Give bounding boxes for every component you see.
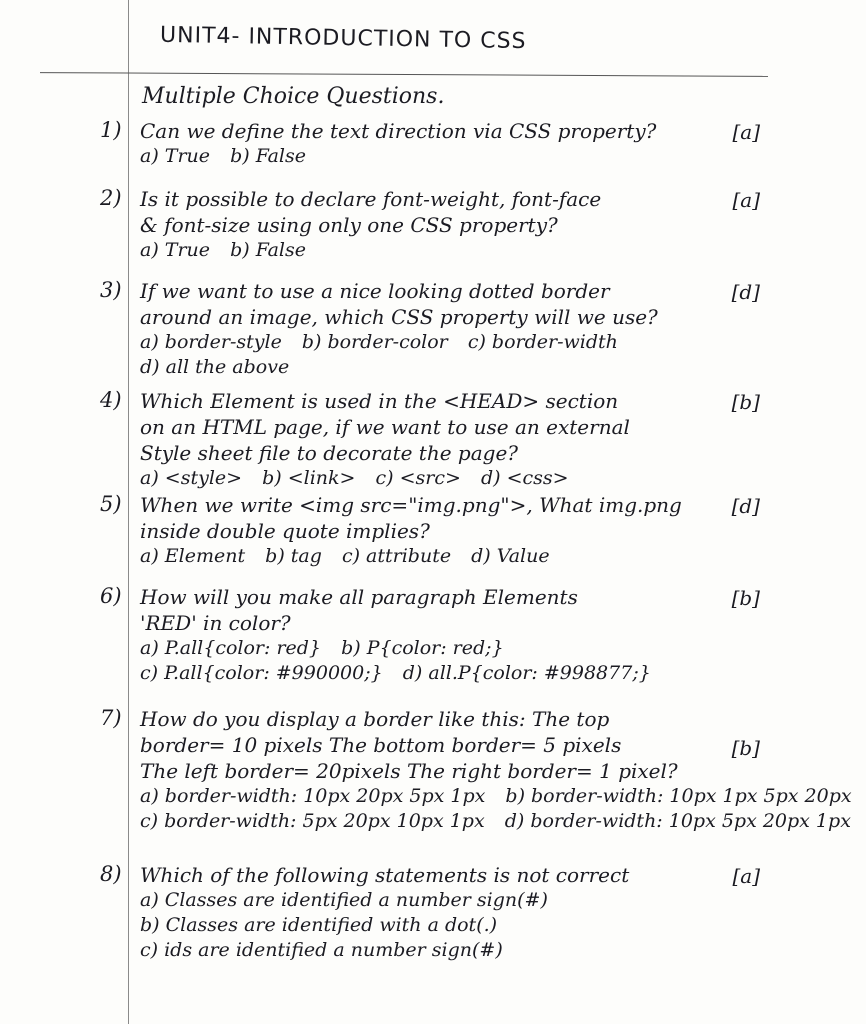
question-text: on an HTML page, if we want to use an external: [140, 415, 630, 439]
question-options: [140, 809, 851, 834]
question-text: The left border= 20pixels The right border= 1 pixel?: [140, 759, 678, 783]
question-text: When we write <img src="img.png">, What img.png: [140, 493, 682, 517]
question-text: inside double quote implies?: [140, 519, 430, 543]
question-options: [140, 355, 760, 380]
question-text: Style sheet file to decorate the page?: [140, 441, 518, 465]
question-text: 'RED' in color?: [140, 611, 291, 635]
option: c) <src>: [375, 467, 461, 489]
question-options: [140, 913, 760, 938]
question-text: Which of the following statements is not correct: [140, 863, 630, 887]
option: b) Classes are identified with a dot(.): [140, 914, 498, 936]
question-number: 4): [100, 388, 122, 412]
question-text: border= 10 pixels The bottom border= 5 pixels: [140, 733, 622, 757]
option: c) border-width: [467, 331, 618, 353]
option: a) P.all{color: red}: [140, 637, 322, 659]
question-number: 3): [100, 278, 122, 302]
question-options: [140, 661, 760, 686]
option: a) True: [140, 239, 211, 261]
question-number: 1): [100, 118, 122, 142]
question-1: [100, 118, 760, 169]
option: c) attribute: [341, 545, 452, 567]
question-text: How will you make all paragraph Elements: [140, 585, 578, 609]
option: d) all.P{color: #998877;}: [402, 662, 651, 684]
option: c) border-width: 5px 20px 10px 1px: [140, 810, 485, 832]
option: b) <link>: [262, 467, 356, 489]
option: a) <style>: [140, 467, 243, 489]
question-answer: [d]: [731, 494, 760, 518]
question-options: [140, 238, 760, 263]
question-number: 2): [100, 186, 122, 210]
question-answer: [b]: [731, 390, 760, 414]
question-text: Is it possible to declare font-weight, font-face: [140, 187, 602, 211]
section-heading: Multiple Choice Questions.: [142, 84, 445, 109]
question-options: [140, 784, 852, 809]
question-text: How do you display a border like this: The top: [140, 707, 610, 731]
question-options: [140, 636, 760, 661]
option: b) P{color: red;}: [341, 637, 504, 659]
question-answer: [a]: [732, 188, 760, 212]
option: d) border-width: 10px 5px 20px 1px: [504, 810, 851, 832]
question-8: [100, 862, 760, 963]
option: c) P.all{color: #990000;}: [140, 662, 383, 684]
question-number: 7): [100, 706, 122, 730]
question-text: around an image, which CSS property will we use?: [140, 305, 658, 329]
question-options: [140, 466, 760, 491]
unit-title: UNIT4- INTRODUCTION TO CSS: [159, 22, 527, 55]
question-options: [140, 888, 760, 913]
question-options: [140, 330, 760, 355]
question-options: [140, 544, 760, 569]
option: b) False: [230, 145, 306, 167]
question-options: [140, 938, 760, 963]
question-7: [100, 706, 852, 834]
option: d) all the above: [140, 356, 290, 378]
question-answer: [b]: [731, 586, 760, 610]
question-2: [100, 186, 760, 263]
question-4: [100, 388, 760, 491]
question-text: Can we define the text direction via CSS property?: [140, 119, 657, 143]
question-5: [100, 492, 760, 569]
option: a) Element: [140, 545, 246, 567]
option: a) Classes are identified a number sign(#): [140, 889, 548, 911]
header-rule: [40, 72, 768, 77]
question-answer: [a]: [732, 864, 760, 888]
option: b) border-width: 10px 1px 5px 20px: [505, 785, 852, 807]
question-options: [140, 144, 760, 169]
question-number: 5): [100, 492, 122, 516]
question-answer: [a]: [732, 120, 760, 144]
option: c) ids are identified a number sign(#): [140, 939, 503, 961]
question-text: Which Element is used in the <HEAD> section: [140, 389, 619, 413]
option: a) True: [140, 145, 211, 167]
option: d) <css>: [480, 467, 569, 489]
question-answer: [d]: [731, 280, 760, 304]
option: a) border-style: [140, 331, 282, 353]
question-number: 8): [100, 862, 122, 886]
option: b) tag: [265, 545, 322, 567]
question-text: If we want to use a nice looking dotted border: [140, 279, 610, 303]
question-number: 6): [100, 584, 122, 608]
question-3: [100, 278, 760, 380]
question-answer: [b]: [731, 736, 760, 760]
question-text: & font-size using only one CSS property?: [140, 213, 558, 237]
question-6: [100, 584, 760, 686]
option: a) border-width: 10px 20px 5px 1px: [140, 785, 486, 807]
option: b) False: [230, 239, 306, 261]
option: d) Value: [471, 545, 550, 567]
option: b) border-color: [301, 331, 448, 353]
